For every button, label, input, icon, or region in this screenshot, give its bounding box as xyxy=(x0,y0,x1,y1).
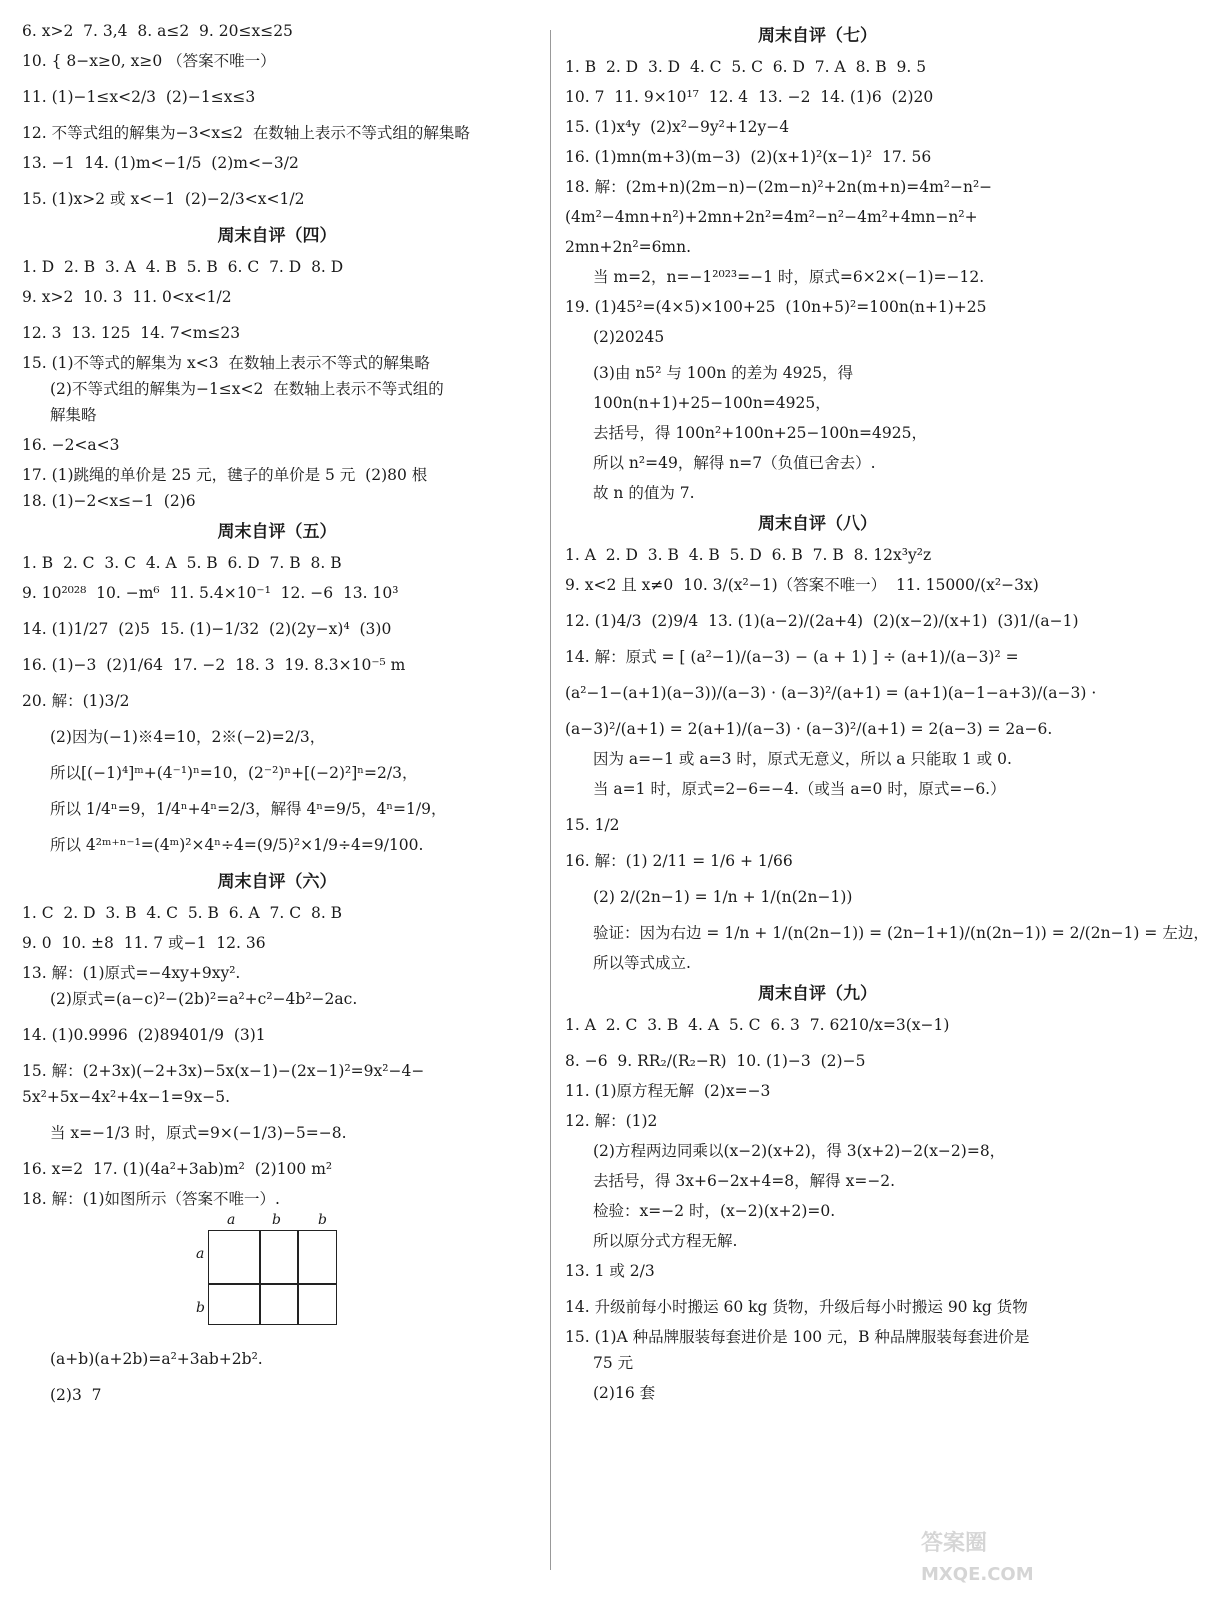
answer-line: 9. 10²⁰²⁸ 10. −m⁶ 11. 5.4×10⁻¹ 12. −6 13. 10³ xyxy=(22,584,399,602)
answer-line: 1. B 2. C 3. C 4. A 5. B 6. D 7. B 8. B xyxy=(22,554,342,572)
answer-line: (3)由 n5² 与 100n 的差为 4925，得 xyxy=(593,364,854,382)
answer-line: 验证：因为右边 = 1/n + 1/(n(2n−1)) = (2n−1+1)/(n(2n−1)) = 2/(2n−1) = 左边， xyxy=(593,924,1209,942)
answer-line: 9. x<2 且 x≠0 10. 3/(x²−1)（答案不唯一） 11. 15000/(x²−3x) xyxy=(565,576,1039,594)
answer-line: (2) 2/(2n−1) = 1/n + 1/(n(2n−1)) xyxy=(593,888,853,906)
answer-line: (2)3 7 xyxy=(50,1386,102,1404)
answer-line: (2)16 套 xyxy=(593,1384,656,1402)
answer-line: 16. (1)mn(m+3)(m−3) (2)(x+1)²(x−1)² 17. 56 xyxy=(565,148,932,166)
answer-line: 所以 n²=49，解得 n=7（负值已舍去）. xyxy=(593,454,876,472)
answer-line: (2)方程两边同乘以(x−2)(x+2)，得 3(x+2)−2(x−2)=8， xyxy=(593,1142,1006,1160)
answer-line: 所以原分式方程无解. xyxy=(593,1232,738,1250)
answer-line: 1. C 2. D 3. B 4. C 5. B 6. A 7. C 8. B xyxy=(22,904,343,922)
section-heading-4: 周末自评（四） xyxy=(217,226,337,246)
answer-line: (2)因为(−1)※4=10，2※(−2)=2/3， xyxy=(50,728,326,746)
answer-line: (2)20245 xyxy=(593,328,665,346)
answer-line: (a−3)²/(a+1) = 2(a+1)/(a−3) · (a−3)²/(a+1) = 2(a−3) = 2a−6. xyxy=(565,720,1053,738)
answer-line: 10. 7 11. 9×10¹⁷ 12. 4 13. −2 14. (1)6 (2)20 xyxy=(565,88,934,106)
area-grid-figure xyxy=(22,1212,532,1338)
answer-line: 11. (1)−1≤x<2/3 (2)−1≤x≤3 xyxy=(22,88,256,106)
grid-cell xyxy=(208,1230,261,1285)
left-column xyxy=(22,20,532,1414)
watermark-url: MXQE.COM xyxy=(921,1564,1034,1585)
answer-line: 100n(n+1)+25−100n=4925， xyxy=(593,394,831,412)
answer-line: 所以 4²ᵐ⁺ⁿ⁻¹=(4ᵐ)²×4ⁿ÷4=(9/5)²×1/9÷4=9/100. xyxy=(50,836,424,854)
answer-line: 13. 1 或 2/3 xyxy=(565,1262,655,1280)
answer-line: 75 元 xyxy=(593,1354,634,1372)
grid-cell xyxy=(259,1283,299,1325)
grid-top-label: b xyxy=(272,1212,281,1228)
grid-cell xyxy=(208,1283,261,1325)
grid-top-label: b xyxy=(318,1212,327,1228)
answer-line: 13. −1 14. (1)m<−1/5 (2)m<−3/2 xyxy=(22,154,299,172)
grid-cell xyxy=(297,1230,337,1285)
section-heading-8: 周末自评（八） xyxy=(758,514,877,534)
grid-side-label: b xyxy=(196,1300,205,1316)
answer-line: 5x²+5x−4x²+4x−1=9x−5. xyxy=(22,1088,231,1106)
answer-line: 2mn+2n²=6mn. xyxy=(565,238,692,256)
answer-line: 1. B 2. D 3. D 4. C 5. C 6. D 7. A 8. B 9. 5 xyxy=(565,58,927,76)
answer-line: 11. (1)原方程无解 (2)x=−3 xyxy=(565,1082,771,1100)
answer-line: (2)原式=(a−c)²−(2b)²=a²+c²−4b²−2ac. xyxy=(50,990,358,1008)
answer-line: 17. (1)跳绳的单价是 25 元，毽子的单价是 5 元 (2)80 根 xyxy=(22,466,428,484)
answer-line: 12. 解：(1)2 xyxy=(565,1112,658,1130)
grid-cell xyxy=(259,1230,299,1285)
answer-line: 15. (1)x>2 或 x<−1 (2)−2/3<x<1/2 xyxy=(22,190,305,208)
section-heading-6: 周末自评（六） xyxy=(217,872,337,892)
answer-line: 因为 a=−1 或 a=3 时，原式无意义，所以 a 只能取 1 或 0. xyxy=(593,750,1012,768)
answer-line: 15. (1)A 种品牌服装每套进价是 100 元，B 种品牌服装每套进价是 xyxy=(565,1328,1030,1346)
answer-line: 14. (1)0.9996 (2)89401/9 (3)1 xyxy=(22,1026,266,1044)
answer-line: 16. (1)−3 (2)1/64 17. −2 18. 3 19. 8.3×10⁻⁵ m xyxy=(22,656,406,674)
answer-line: 1. D 2. B 3. A 4. B 5. B 6. C 7. D 8. D xyxy=(22,258,344,276)
answer-line: 1. A 2. C 3. B 4. A 5. C 6. 3 7. 6210/x=3(x−1) xyxy=(565,1016,950,1034)
answer-line: 故 n 的值为 7. xyxy=(593,484,695,502)
answer-line: (a²−1−(a+1)(a−3))/(a−3) · (a−3)²/(a+1) = (a+1)(a−1−a+3)/(a−3) · xyxy=(565,684,1097,702)
answer-line: 15. 解：(2+3x)(−2+3x)−5x(x−1)−(2x−1)²=9x²−4− xyxy=(22,1062,425,1080)
answer-line: 当 x=−1/3 时，原式=9×(−1/3)−5=−8. xyxy=(50,1124,347,1142)
answer-line: 8. −6 9. RR₂/(R₂−R) 10. (1)−3 (2)−5 xyxy=(565,1052,866,1070)
answer-line: 当 a=1 时，原式=2−6=−4.（或当 a=0 时，原式=−6.） xyxy=(593,780,1006,798)
section-heading-9: 周末自评（九） xyxy=(758,984,877,1004)
answer-line: 13. 解：(1)原式=−4xy+9xy². xyxy=(22,964,241,982)
answer-line: 12. 3 13. 125 14. 7<m≤23 xyxy=(22,324,241,342)
answer-line: 去括号，得 100n²+100n+25−100n=4925， xyxy=(593,424,927,442)
answer-line: 15. (1)不等式的解集为 x<3 在数轴上表示不等式的解集略 xyxy=(22,354,430,372)
grid-cell xyxy=(297,1283,337,1325)
answer-line: 解集略 xyxy=(50,406,97,424)
answer-line: 所以等式成立. xyxy=(593,954,691,972)
column-divider xyxy=(550,30,551,1570)
answer-line: 当 m=2，n=−1²⁰²³=−1 时，原式=6×2×(−1)=−12. xyxy=(593,268,985,286)
answer-line: 12. 不等式组的解集为−3<x≤2 在数轴上表示不等式组的解集略 xyxy=(22,124,470,142)
grid-side-label: a xyxy=(196,1246,205,1262)
answer-line: 15. (1)x⁴y (2)x²−9y²+12y−4 xyxy=(565,118,790,136)
answer-line: 所以 1/4ⁿ=9，1/4ⁿ+4ⁿ=2/3，解得 4ⁿ=9/5，4ⁿ=1/9， xyxy=(50,800,447,818)
answer-line: 9. 0 10. ±8 11. 7 或−1 12. 36 xyxy=(22,934,266,952)
answer-line: 18. (1)−2<x≤−1 (2)6 xyxy=(22,492,196,510)
grid-top-label: a xyxy=(227,1212,236,1228)
answer-line: 14. 升级前每小时搬运 60 kg 货物，升级后每小时搬运 90 kg 货物 xyxy=(565,1298,1028,1316)
answer-line: 18. 解：(1)如图所示（答案不唯一）. xyxy=(22,1190,280,1208)
answer-line: 去括号，得 3x+6−2x+4=8，解得 x=−2. xyxy=(593,1172,896,1190)
answer-line: 20. 解：(1)3/2 xyxy=(22,692,130,710)
section-heading-5: 周末自评（五） xyxy=(217,522,337,542)
answer-line: (2)不等式组的解集为−1≤x<2 在数轴上表示不等式组的 xyxy=(50,380,444,398)
answer-line: 检验：x=−2 时，(x−2)(x+2)=0. xyxy=(593,1202,836,1220)
watermark-text: 答案圈 xyxy=(921,1531,988,1556)
answer-line: 16. −2<a<3 xyxy=(22,436,120,454)
answer-line: 15. 1/2 xyxy=(565,816,620,834)
right-column xyxy=(565,20,1209,1412)
answer-line: 9. x>2 10. 3 11. 0<x<1/2 xyxy=(22,288,232,306)
answer-line: 所以[(−1)⁴]ᵐ+(4⁻¹)ⁿ=10，(2⁻²)ⁿ+[(−2)²]ⁿ=2/3， xyxy=(50,764,418,782)
answer-line: 12. (1)4/3 (2)9/4 13. (1)(a−2)/(2a+4) (2)(x−2)/(x+1) (3)1/(a−1) xyxy=(565,612,1079,630)
answer-line: (4m²−4mn+n²)+2mn+2n²=4m²−n²−4m²+4mn−n²+ xyxy=(565,208,978,226)
watermark-logo xyxy=(911,1520,1071,1590)
answer-line: 14. (1)1/27 (2)5 15. (1)−1/32 (2)(2y−x)⁴ (3)0 xyxy=(22,620,392,638)
answer-line: 1. A 2. D 3. B 4. B 5. D 6. B 7. B 8. 12x³y²z xyxy=(565,546,932,564)
answer-line: 19. (1)45²=(4×5)×100+25 (10n+5)²=100n(n+1)+25 xyxy=(565,298,987,316)
answer-line: 16. 解：(1) 2/11 = 1/6 + 1/66 xyxy=(565,852,793,870)
answer-line: 18. 解：(2m+n)(2m−n)−(2m−n)²+2n(m+n)=4m²−n²− xyxy=(565,178,993,196)
answer-line: (a+b)(a+2b)=a²+3ab+2b². xyxy=(50,1350,263,1368)
answer-line: 14. 解：原式 = [ (a²−1)/(a−3) − (a + 1) ] ÷ (a+1)/(a−3)² = xyxy=(565,648,1019,666)
answer-line: 10. { 8−x≥0, x≥0 （答案不唯一） xyxy=(22,52,276,70)
section-heading-7: 周末自评（七） xyxy=(758,26,877,46)
answer-line: 16. x=2 17. (1)(4a²+3ab)m² (2)100 m² xyxy=(22,1160,333,1178)
answer-line: 6. x>2 7. 3,4 8. a≤2 9. 20≤x≤25 xyxy=(22,22,293,40)
